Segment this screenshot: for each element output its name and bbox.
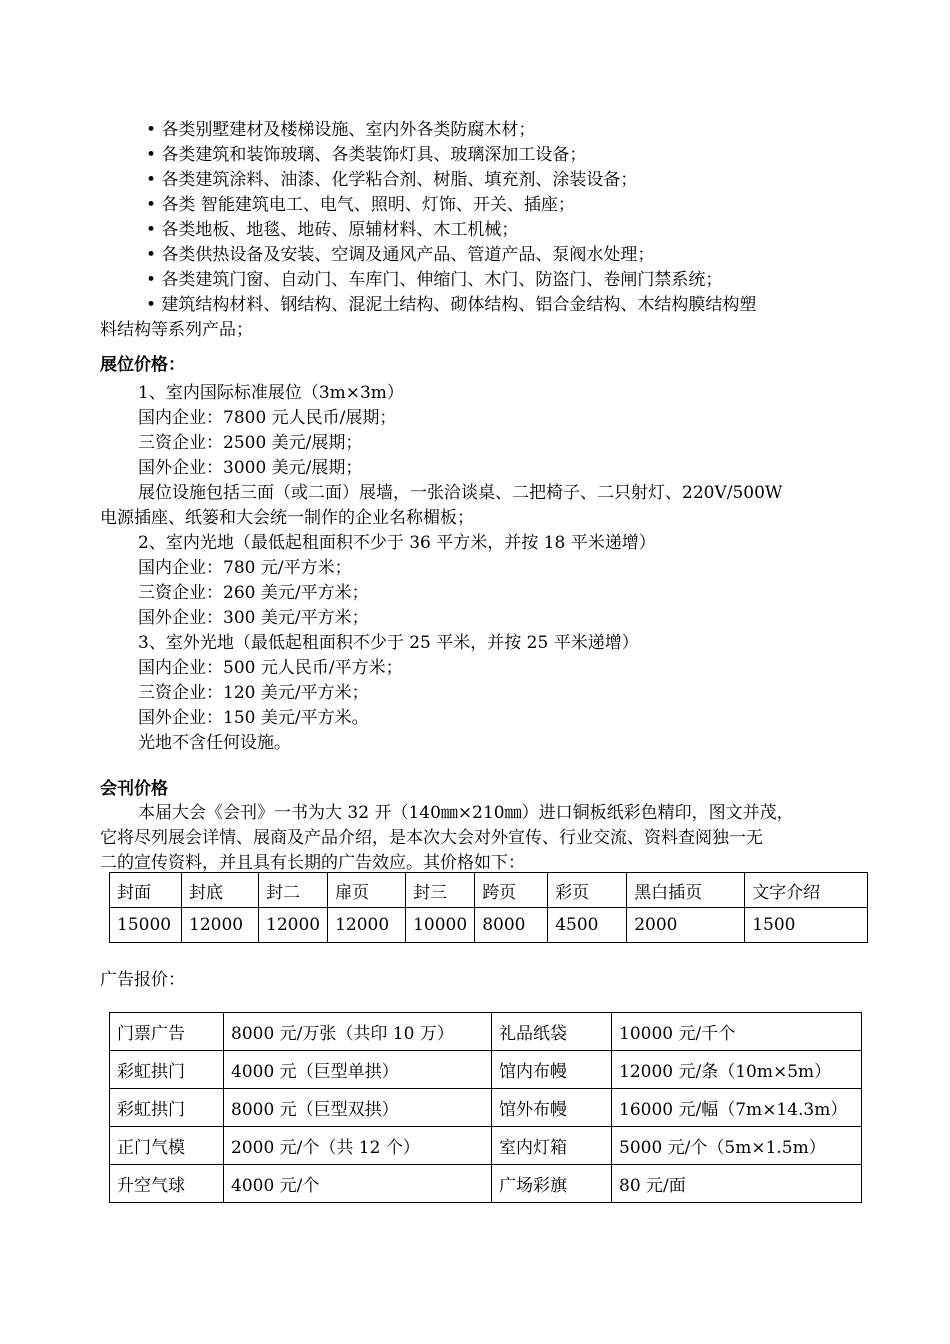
booth-price-heading: 展位价格： xyxy=(100,355,185,375)
table-cell: 12000 xyxy=(182,908,259,943)
table-cell: 5000 元/个（5m×1.5m） xyxy=(612,1127,862,1165)
journal-intro-line: 它将尽列展会详情、展商及产品介绍，是本次大会对外宣传、行业交流、资料查阅独一无 xyxy=(100,828,763,848)
booth-line: 国内企业：500 元人民币/平方米； xyxy=(138,658,403,678)
table-row xyxy=(110,1089,862,1127)
table-row xyxy=(110,1165,862,1203)
table-cell: 4000 元/个 xyxy=(224,1165,492,1203)
bullet-item: • 各类地板、地毯、地砖、原辅材料、木工机械； xyxy=(146,220,519,240)
bullet-item: • 各类建筑和装饰玻璃、各类装饰灯具、玻璃深加工设备； xyxy=(146,145,587,165)
table-header-cell: 封底 xyxy=(182,873,259,908)
ad-price-table xyxy=(109,1012,862,1203)
bullet-item: • 建筑结构材料、钢结构、混泥土结构、砌体结构、铝合金结构、木结构膜结构塑 xyxy=(146,295,757,315)
booth-line: 3、室外光地（最低起租面积不少于 25 平米，并按 25 平米递增） xyxy=(138,633,639,653)
bullet-item: • 各类供热设备及安装、空调及通风产品、管道产品、泵阀水处理； xyxy=(146,245,655,265)
table-row xyxy=(110,1127,862,1165)
bullet-item-continuation: 料结构等系列产品； xyxy=(100,320,253,340)
table-cell: 彩虹拱门 xyxy=(110,1051,224,1089)
booth-line: 光地不含任何设施。 xyxy=(138,733,291,753)
bullet-item: • 各类建筑门窗、自动门、车库门、伸缩门、木门、防盗门、卷闸门禁系统； xyxy=(146,270,723,290)
table-header-cell: 彩页 xyxy=(548,873,627,908)
journal-intro-line: 本届大会《会刊》一书为大 32 开（140㎜×210㎜）进口铜板纸彩色精印，图文并茂， xyxy=(138,803,794,823)
table-cell: 4500 xyxy=(548,908,627,943)
table-row xyxy=(110,908,868,943)
table-cell: 门票广告 xyxy=(110,1013,224,1051)
table-cell: 室内灯箱 xyxy=(492,1127,612,1165)
journal-price-heading: 会刊价格 xyxy=(100,779,168,799)
table-header-cell: 封二 xyxy=(259,873,328,908)
booth-line: 国外企业：150 美元/平方米。 xyxy=(138,708,369,728)
booth-line: 三资企业：260 美元/平方米； xyxy=(138,583,369,603)
table-cell: 12000 xyxy=(328,908,406,943)
table-cell: 10000 元/千个 xyxy=(612,1013,862,1051)
table-header-cell: 扉页 xyxy=(328,873,406,908)
table-row xyxy=(110,1051,862,1089)
table-cell: 10000 xyxy=(406,908,475,943)
table-cell: 升空气球 xyxy=(110,1165,224,1203)
table-cell: 馆外布幔 xyxy=(492,1089,612,1127)
table-cell: 8000 xyxy=(475,908,548,943)
booth-line: 三资企业：120 美元/平方米； xyxy=(138,683,369,703)
table-cell: 12000 xyxy=(259,908,328,943)
booth-line: 国外企业：3000 美元/展期； xyxy=(138,458,363,478)
table-cell: 2000 元/个（共 12 个） xyxy=(224,1127,492,1165)
table-header-cell: 封面 xyxy=(110,873,182,908)
booth-line: 国外企业：300 美元/平方米； xyxy=(138,608,369,628)
table-cell: 12000 元/条（10m×5m） xyxy=(612,1051,862,1089)
journal-price-table xyxy=(109,872,868,943)
booth-line: 电源插座、纸篓和大会统一制作的企业名称楣板； xyxy=(100,508,474,528)
bullet-item: • 各类 智能建筑电工、电气、照明、灯饰、开关、插座； xyxy=(146,195,575,215)
table-cell: 彩虹拱门 xyxy=(110,1089,224,1127)
table-cell: 礼品纸袋 xyxy=(492,1013,612,1051)
table-header-cell: 跨页 xyxy=(475,873,548,908)
table-cell: 4000 元（巨型单拱） xyxy=(224,1051,492,1089)
table-header-cell: 文字介绍 xyxy=(745,873,868,908)
table-header-cell: 黑白插页 xyxy=(627,873,745,908)
bullet-item: • 各类建筑涂料、油漆、化学粘合剂、树脂、填充剂、涂装设备； xyxy=(146,170,638,190)
bullet-item: • 各类别墅建材及楼梯设施、室内外各类防腐木材； xyxy=(146,120,536,140)
table-cell: 正门气模 xyxy=(110,1127,224,1165)
table-cell: 8000 元/万张（共印 10 万） xyxy=(224,1013,492,1051)
booth-line: 展位设施包括三面（或二面）展墙，一张洽谈桌、二把椅子、二只射灯、220V/500W xyxy=(138,483,783,503)
journal-intro-line: 二的宣传资料，并且具有长期的广告效应。其价格如下： xyxy=(100,853,525,873)
booth-line: 三资企业：2500 美元/展期； xyxy=(138,433,363,453)
booth-line: 国内企业：7800 元人民币/展期； xyxy=(138,408,397,428)
table-cell: 8000 元（巨型双拱） xyxy=(224,1089,492,1127)
table-cell: 16000 元/幅（7m×14.3m） xyxy=(612,1089,862,1127)
table-row xyxy=(110,1013,862,1051)
table-cell: 80 元/面 xyxy=(612,1165,862,1203)
table-header-cell: 封三 xyxy=(406,873,475,908)
booth-line: 1、室内国际标准展位（3m×3m） xyxy=(138,383,404,403)
ad-price-heading: 广告报价： xyxy=(100,970,185,990)
table-header-row xyxy=(110,873,868,908)
table-cell: 2000 xyxy=(627,908,745,943)
booth-line: 国内企业：780 元/平方米； xyxy=(138,558,352,578)
table-cell: 1500 xyxy=(745,908,868,943)
table-cell: 馆内布幔 xyxy=(492,1051,612,1089)
table-cell: 15000 xyxy=(110,908,182,943)
table-cell: 广场彩旗 xyxy=(492,1165,612,1203)
booth-line: 2、室内光地（最低起租面积不少于 36 平方米，并按 18 平米递增） xyxy=(138,533,656,553)
